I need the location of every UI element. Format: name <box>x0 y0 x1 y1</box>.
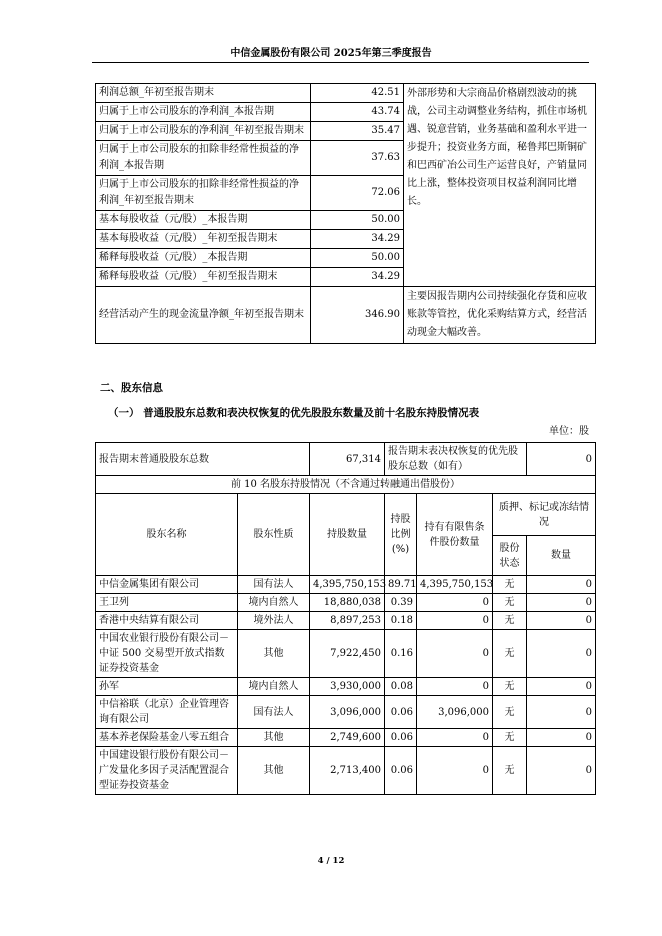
shareholder-ratio: 0.16 <box>385 630 417 678</box>
page-header: 中信金属股份有限公司 2025年第三季度报告 <box>230 48 432 59</box>
shareholder-row <box>96 696 596 729</box>
financial-item-label: 归属于上市公司股东的净利润_本报告期 <box>96 103 311 122</box>
financial-item-label: 归属于上市公司股东的净利润_年初至报告期末 <box>96 122 311 141</box>
col-header-name: 股东名称 <box>96 494 238 576</box>
shareholder-ratio: 0.08 <box>385 678 417 696</box>
shareholder-shares: 2,713,400 <box>310 747 385 795</box>
shareholder-shares: 18,880,038 <box>310 594 385 612</box>
header-rule <box>92 62 589 63</box>
shareholder-status: 无 <box>493 729 527 747</box>
col-header-status: 股份状态 <box>493 536 527 576</box>
shareholder-restricted: 3,096,000 <box>417 696 493 729</box>
shareholder-qty: 0 <box>527 678 596 696</box>
financial-item-label: 基本每股收益（元/股）_本报告期 <box>96 211 311 230</box>
shareholder-nature: 境内自然人 <box>238 678 310 696</box>
shareholder-status: 无 <box>493 747 527 795</box>
shareholder-ratio: 0.06 <box>385 696 417 729</box>
shareholder-nature: 其他 <box>238 729 310 747</box>
financial-item-value: 50.00 <box>311 211 404 230</box>
shareholder-row <box>96 630 596 678</box>
shareholder-shares: 3,930,000 <box>310 678 385 696</box>
shareholder-restricted: 4,395,750,153 <box>417 576 493 594</box>
shareholder-ratio: 0.39 <box>385 594 417 612</box>
cash-flow-reason: 主要因报告期内公司持续强化存货和应收账款等管控，优化采购结算方式，经营活动现金大幅改善。 <box>404 287 596 344</box>
shareholder-shares: 4,395,750,153 <box>310 576 385 594</box>
shareholder-table <box>95 442 596 795</box>
financial-item-value: 42.51 <box>311 84 404 103</box>
col-header-nature: 股东性质 <box>238 494 310 576</box>
financial-item-value: 72.06 <box>311 176 404 211</box>
pref-holders-label: 报告期末表决权恢复的优先股股东总数（如有） <box>385 443 527 476</box>
unit-label: 单位：股 <box>549 426 589 437</box>
financial-item-value: 34.29 <box>311 230 404 249</box>
shareholder-status: 无 <box>493 594 527 612</box>
col-header-shares: 持股数量 <box>310 494 385 576</box>
shareholder-qty: 0 <box>527 696 596 729</box>
shareholder-shares: 3,096,000 <box>310 696 385 729</box>
shareholder-row <box>96 729 596 747</box>
shareholder-nature: 国有法人 <box>238 696 310 729</box>
shareholder-qty: 0 <box>527 594 596 612</box>
shareholder-status: 无 <box>493 678 527 696</box>
shareholder-row <box>96 576 596 594</box>
shareholder-shares: 8,897,253 <box>310 612 385 630</box>
financial-row <box>96 84 596 103</box>
financial-item-value: 50.00 <box>311 249 404 268</box>
financial-item-value: 34.29 <box>311 268 404 287</box>
shareholder-name: 中信金属集团有限公司 <box>96 576 238 594</box>
shareholder-status: 无 <box>493 576 527 594</box>
financial-change-table <box>95 83 596 344</box>
col-header-pledge: 质押、标记或冻结情况 <box>493 494 596 536</box>
shareholder-restricted: 0 <box>417 747 493 795</box>
financial-item-label: 归属于上市公司股东的扣除非经常性损益的净利润_年初至报告期末 <box>96 176 311 211</box>
shareholder-restricted: 0 <box>417 630 493 678</box>
shareholder-row <box>96 594 596 612</box>
shareholder-name: 王卫列 <box>96 594 238 612</box>
financial-item-value: 43.74 <box>311 103 404 122</box>
shareholder-shares: 7,922,450 <box>310 630 385 678</box>
shareholder-name: 中国建设银行股份有限公司－广发量化多因子灵活配置混合型证券投资基金 <box>96 747 238 795</box>
shareholder-restricted: 0 <box>417 678 493 696</box>
shareholder-status: 无 <box>493 630 527 678</box>
financial-item-value: 346.90 <box>311 287 404 344</box>
shareholder-name: 中信裕联（北京）企业管理咨询有限公司 <box>96 696 238 729</box>
shareholder-row <box>96 612 596 630</box>
profit-change-reason: 外部形势和大宗商品价格剧烈波动的挑战，公司主动调整业务结构，抓住市场机遇、锐意营销，业务基础和盈利水平进一步提升；投资业务方面，秘鲁邦巴斯铜矿和巴西矿冶公司生产运营良好，产销量同比上涨，整体投资项目权益利润同比增长。 <box>404 84 596 287</box>
col-header-qty: 数量 <box>527 536 596 576</box>
financial-item-value: 35.47 <box>311 122 404 141</box>
total-holders-value: 67,314 <box>310 443 385 476</box>
total-holders-label: 报告期末普通股股东总数 <box>96 443 310 476</box>
financial-item-label: 基本每股收益（元/股）_年初至报告期末 <box>96 230 311 249</box>
shareholder-qty: 0 <box>527 612 596 630</box>
shareholder-nature: 国有法人 <box>238 576 310 594</box>
financial-item-label: 归属于上市公司股东的扣除非经常性损益的净利润_本报告期 <box>96 141 311 176</box>
shareholder-qty: 0 <box>527 576 596 594</box>
shareholder-shares: 2,749,600 <box>310 729 385 747</box>
shareholder-ratio: 0.18 <box>385 612 417 630</box>
shareholder-name: 基本养老保险基金八零五组合 <box>96 729 238 747</box>
financial-item-label: 经营活动产生的现金流量净额_年初至报告期末 <box>96 287 311 344</box>
shareholder-nature: 境内自然人 <box>238 594 310 612</box>
shareholder-status: 无 <box>493 612 527 630</box>
shareholder-nature: 境外法人 <box>238 612 310 630</box>
page-number: 4 / 12 <box>317 856 345 866</box>
financial-row <box>96 287 596 344</box>
financial-item-value: 37.63 <box>311 141 404 176</box>
shareholder-name: 中国农业银行股份有限公司－中证 500 交易型开放式指数证券投资基金 <box>96 630 238 678</box>
shareholder-row <box>96 747 596 795</box>
shareholder-name: 香港中央结算有限公司 <box>96 612 238 630</box>
shareholder-qty: 0 <box>527 747 596 795</box>
pref-holders-value: 0 <box>527 443 596 476</box>
shareholder-qty: 0 <box>527 630 596 678</box>
shareholder-qty: 0 <box>527 729 596 747</box>
col-header-restricted: 持有有限售条件股份数量 <box>417 494 493 576</box>
shareholder-restricted: 0 <box>417 729 493 747</box>
section-title: 二、股东信息 <box>100 382 163 394</box>
financial-item-label: 稀释每股收益（元/股）_本报告期 <box>96 249 311 268</box>
section-subtitle: （一） 普通股股东总数和表决权恢复的优先股股东数量及前十名股东持股情况表 <box>108 407 480 419</box>
shareholder-nature: 其他 <box>238 630 310 678</box>
shareholder-row <box>96 678 596 696</box>
shareholder-ratio: 89.71 <box>385 576 417 594</box>
shareholder-name: 孙军 <box>96 678 238 696</box>
shareholder-ratio: 0.06 <box>385 747 417 795</box>
col-header-ratio: 持股比例(%) <box>385 494 417 576</box>
financial-item-label: 利润总额_年初至报告期末 <box>96 84 311 103</box>
shareholder-restricted: 0 <box>417 594 493 612</box>
top10-title: 前 10 名股东持股情况（不含通过转融通出借股份） <box>96 476 596 494</box>
shareholder-nature: 其他 <box>238 747 310 795</box>
financial-item-label: 稀释每股收益（元/股）_年初至报告期末 <box>96 268 311 287</box>
shareholder-ratio: 0.06 <box>385 729 417 747</box>
shareholder-restricted: 0 <box>417 612 493 630</box>
shareholder-status: 无 <box>493 696 527 729</box>
